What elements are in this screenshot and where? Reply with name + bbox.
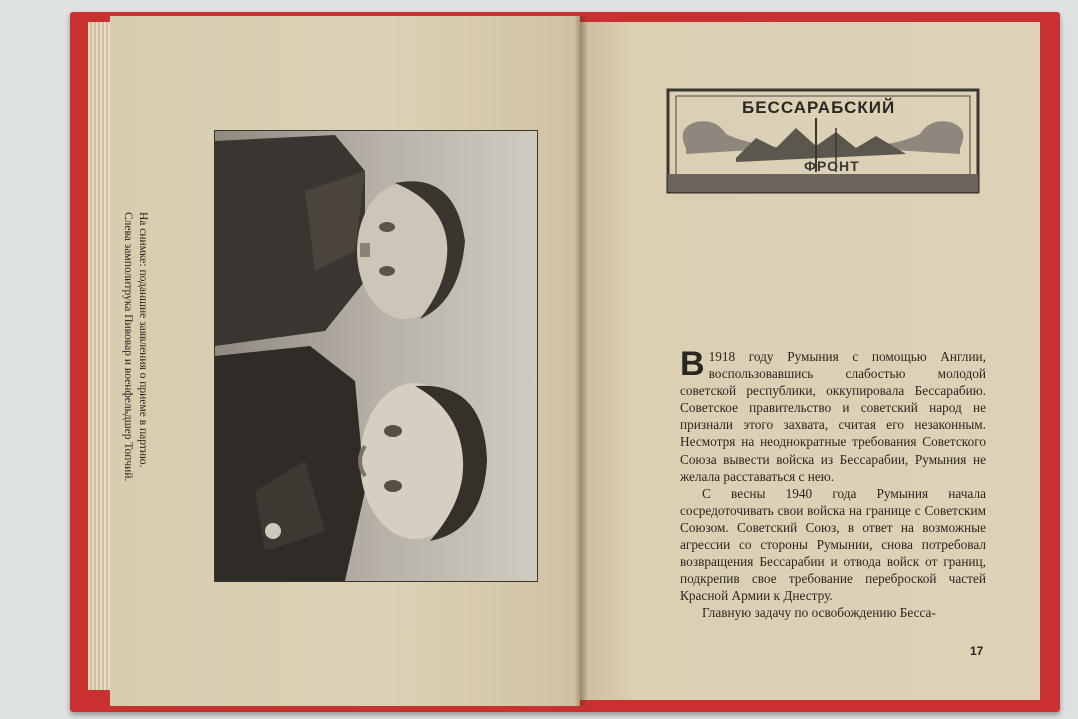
page-number: 17 [970,644,984,658]
caption-line-2: Слева замполитрука Пивовар и военфельдшер Топчий. [122,212,134,482]
banner-title: БЕССАРАБСКИЙ [742,98,896,117]
paragraph-2: С весны 1940 года Румыния начала сосредоточивать свои войска на границе с Советским Союзом. Советский Союз, в ответ на возможные агрессии со стороны Румынии, снова потребовал возвращения Бессарабии и отвода войск от границ, подкрепив свое требование переброской частей Красной Армии к Днестру. [680,485,986,604]
page-edges [88,22,112,690]
portrait-photo [214,130,538,582]
drop-cap: В [680,345,705,383]
left-page [110,16,580,706]
right-page [580,22,1040,700]
photo-image [215,131,537,581]
paragraph-1 [680,345,986,485]
paragraph-3: Главную задачу по освобождению Бесса- [702,605,936,621]
banner-subtitle: ФРОНТ [804,158,860,174]
paragraph-1-text: 1918 году Румыния с помощью Англии, воспользовавшись слабостью молодой советской республики, оккупировала Бессарабию. Советское правительство и советский народ не признали этого захвата, считая его незаконным. Несмотря на неоднократные требования Советского Союза вывести войска из Бессарабии, Румыния не желала расставаться с нею. [680,349,986,484]
caption-line-1: На снимке: поданшие заявления о приеме в партию. [137,212,149,468]
chapter-banner [666,88,980,194]
article-text [680,345,986,622]
book-gutter [574,16,588,706]
